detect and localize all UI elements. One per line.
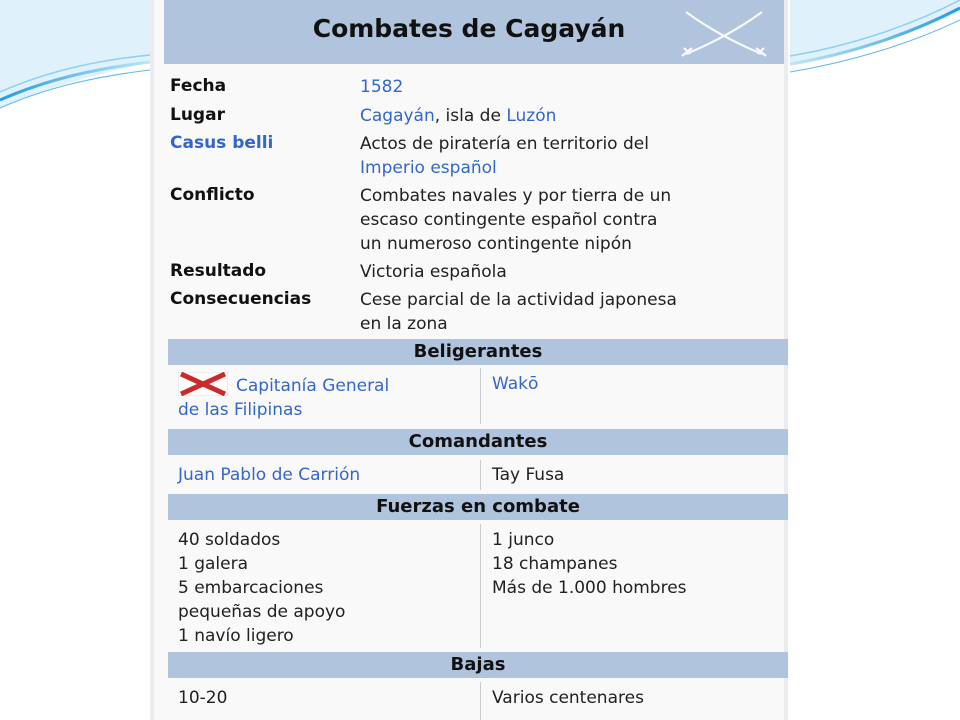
section-beligerantes-heading: Beligerantes: [168, 339, 788, 365]
value-casus-belli-line1: Actos de piratería en territorio del: [360, 134, 649, 154]
column-divider: [480, 682, 481, 720]
fuerzas-wako-line: Más de 1.000 hombres: [492, 578, 687, 598]
value-conflicto-line: un numeroso contingente nipón: [360, 234, 632, 254]
section-fuerzas-heading: Fuerzas en combate: [168, 494, 788, 520]
value-lugar: [360, 104, 780, 128]
link-wako[interactable]: Wakō: [492, 374, 539, 394]
value-fecha: [360, 75, 780, 99]
link-casus-belli[interactable]: Casus belli: [170, 133, 274, 153]
link-capitania-general-line2[interactable]: de las Filipinas: [178, 400, 303, 420]
value-consecuencias-line: Cese parcial de la actividad japonesa: [360, 290, 677, 310]
label-conflicto: Conflicto: [170, 185, 255, 205]
fuerzas-wako-line: 1 junco: [492, 530, 555, 550]
cross-of-burgundy-flag-icon: [178, 372, 228, 396]
battle-infobox: [150, 0, 788, 720]
fuerzas-wako: [492, 528, 782, 600]
commander-tay-fusa: Tay Fusa: [492, 465, 565, 485]
column-divider: [480, 524, 481, 648]
fuerzas-spain-line: 1 galera: [178, 554, 249, 574]
fuerzas-spain: [178, 528, 478, 648]
infobox-title: Combates de Cagayán: [312, 14, 626, 43]
link-imperio-espanol[interactable]: Imperio español: [360, 158, 497, 178]
fuerzas-wako-line: 18 champanes: [492, 554, 618, 574]
value-consecuencias-line: en la zona: [360, 314, 448, 334]
link-capitania-general[interactable]: Capitanía General: [236, 376, 390, 396]
bajas-spain: 10-20: [178, 688, 228, 708]
value-conflicto-line: escaso contingente español contra: [360, 210, 658, 230]
column-divider: [480, 460, 481, 490]
value-conflicto-line: Combates navales y por tierra de un: [360, 186, 672, 206]
infobox-title-bar: [164, 0, 784, 64]
link-1582[interactable]: 1582: [360, 77, 404, 97]
label-fecha: Fecha: [170, 76, 227, 96]
section-comandantes-heading: Comandantes: [168, 429, 788, 455]
crossed-swords-icon: [678, 6, 770, 60]
section-bajas-heading: Bajas: [168, 652, 788, 678]
bajas-wako: Varios centenares: [492, 688, 644, 708]
fuerzas-spain-line: 1 navío ligero: [178, 626, 294, 646]
label-consecuencias: Consecuencias: [170, 289, 312, 309]
fuerzas-spain-line: 5 embarcaciones: [178, 578, 324, 598]
beligerante-spain: [178, 372, 478, 422]
value-resultado: Victoria española: [360, 262, 507, 282]
label-lugar: Lugar: [170, 105, 225, 125]
link-juan-pablo-de-carrion[interactable]: Juan Pablo de Carrión: [178, 465, 361, 485]
value-consecuencias: [360, 288, 780, 336]
fuerzas-spain-line: pequeñas de apoyo: [178, 602, 346, 622]
value-casus-belli: [360, 132, 780, 180]
link-cagayan[interactable]: Cagayán: [360, 106, 435, 126]
fuerzas-spain-line: 40 soldados: [178, 530, 281, 550]
label-resultado: Resultado: [170, 261, 267, 281]
link-luzon[interactable]: Luzón: [506, 106, 557, 126]
value-lugar-text: , isla de: [434, 106, 507, 126]
value-conflicto: [360, 184, 780, 256]
column-divider: [480, 368, 481, 424]
